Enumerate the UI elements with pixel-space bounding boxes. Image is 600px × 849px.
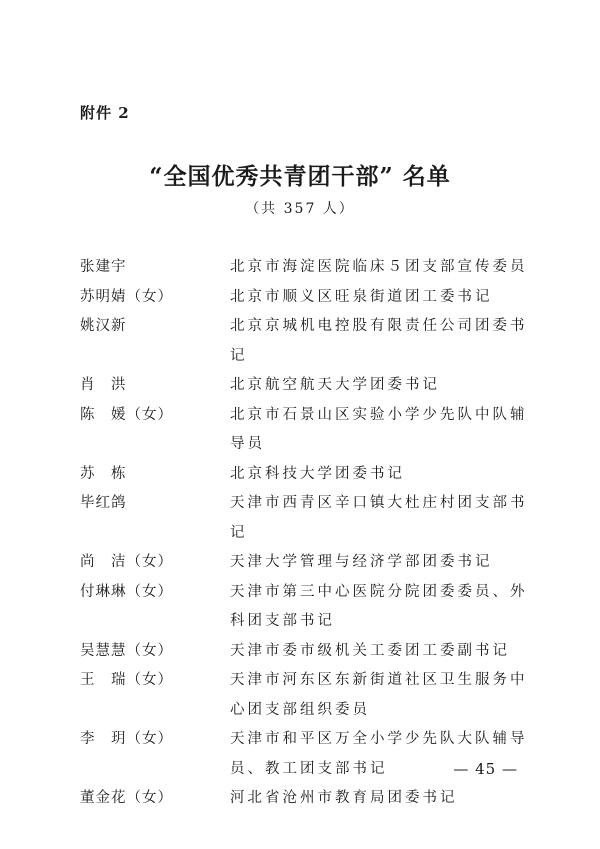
attachment-label: 附件 2 [80, 104, 130, 122]
honoree-name: 王 瑞（女） [80, 672, 173, 688]
honoree-name: 苏明婧（女） [80, 288, 173, 305]
honoree-name: 李 玥（女） [80, 731, 173, 747]
honoree-position: 北京航空航天大学团委书记 [230, 377, 440, 393]
honoree-position: 天津市西青区辛口镇大杜庄村团支部书记 [230, 495, 528, 541]
list-item [80, 784, 530, 814]
list-item [80, 283, 530, 313]
document-title: “全国优秀共青团干部” 名单 [149, 163, 451, 190]
list-item [80, 371, 530, 401]
honoree-name: 董金花（女） [80, 790, 173, 806]
honoree-name: 苏 栋 [80, 465, 127, 482]
list-item [80, 637, 530, 667]
page-number: — 45 — [453, 760, 518, 778]
honoree-name: 付琳琳（女） [80, 583, 173, 600]
honoree-name: 陈 媛（女） [80, 406, 173, 423]
honoree-position: 北京京城机电控股有限责任公司团委书记 [230, 318, 528, 364]
honoree-name: 姚汉新 [80, 318, 127, 334]
honoree-name: 毕红鸽 [80, 495, 127, 511]
list-item [80, 460, 530, 490]
honoree-position: 天津市委市级机关工委团工委副书记 [230, 642, 510, 659]
honoree-position: 天津市河东区东新街道社区卫生服务中心团支部组织委员 [230, 672, 528, 718]
honoree-position: 北京市石景山区实验小学少先队中队辅导员 [230, 406, 528, 452]
honoree-name: 张建宇 [80, 259, 127, 275]
list-item [80, 666, 530, 725]
list-item [80, 401, 530, 460]
honoree-position: 天津大学管理与经济学部团委书记 [230, 554, 493, 570]
honoree-name: 肖 洪 [80, 377, 127, 393]
honoree-position: 天津市第三中心医院分院团委委员、外科团支部书记 [230, 583, 528, 629]
honoree-name: 尚 洁（女） [80, 554, 173, 570]
honoree-position: 北京科技大学团委书记 [230, 465, 405, 482]
honoree-position: 北京市海淀医院临床５团支部宣传委员 [230, 259, 528, 275]
honoree-position: 河北省沧州市教育局团委书记 [230, 790, 458, 806]
honoree-name: 吴慧慧（女） [80, 642, 173, 659]
document-subtitle: （共 357 人） [245, 201, 355, 217]
honoree-list [80, 253, 530, 814]
honoree-position: 北京市顺义区旺泉街道团工委书记 [230, 288, 493, 305]
list-item [80, 489, 530, 548]
list-item [80, 253, 530, 283]
list-item [80, 312, 530, 371]
list-item [80, 548, 530, 578]
honoree-position: 天津市和平区万全小学少先队大队辅导员、教工团支部书记 [230, 731, 528, 777]
list-item [80, 578, 530, 637]
